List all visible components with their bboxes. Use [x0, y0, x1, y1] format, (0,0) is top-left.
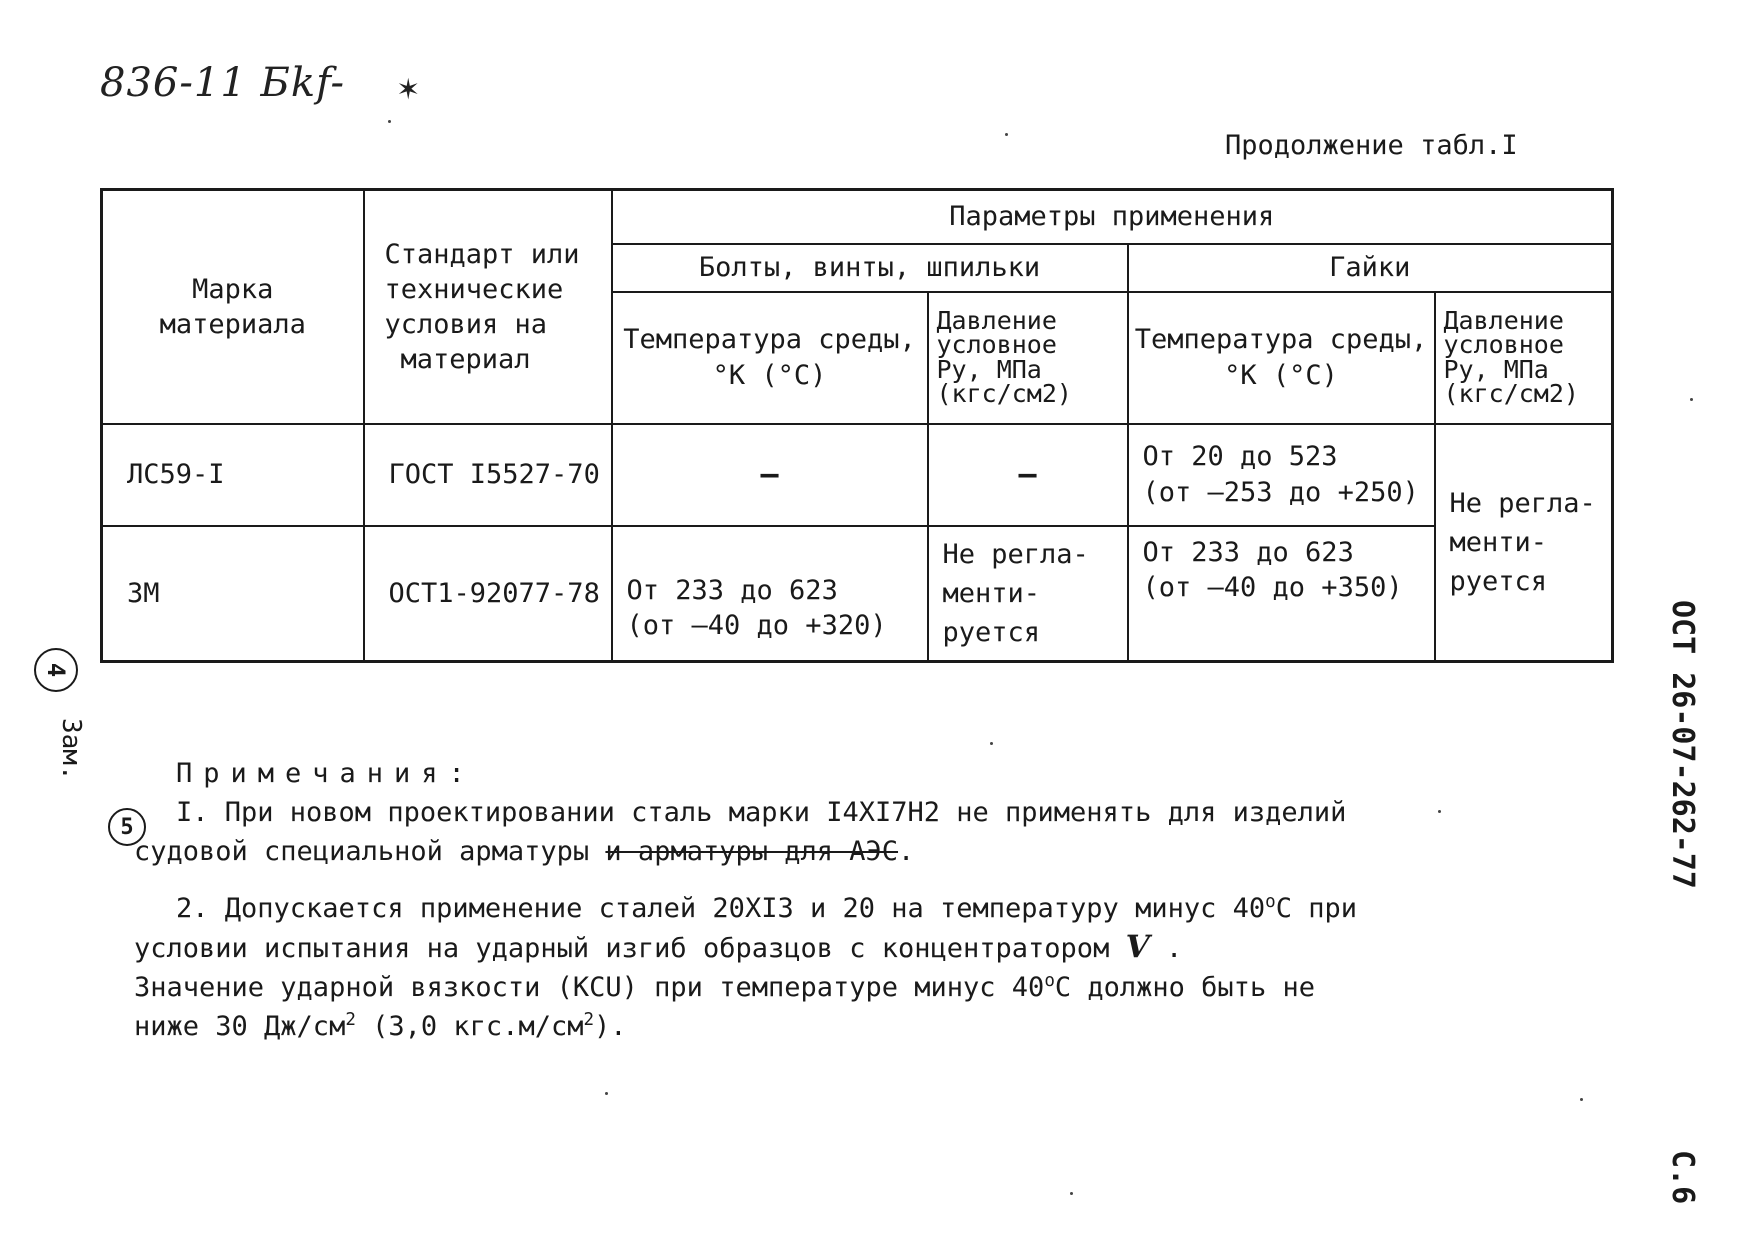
note-2-text: (3,0 кгс.м/см	[355, 1011, 584, 1042]
note-2-line-2	[134, 928, 1454, 968]
header-pressure-line: Ру, МПа	[936, 354, 1042, 384]
cell-bolts-pressure: –	[928, 424, 1128, 526]
header-pressure-line: Ру, МПа	[1443, 354, 1549, 384]
cell-line: менти-	[1449, 526, 1548, 558]
cell-line: Не регла-	[942, 538, 1089, 570]
header-pressure-line: условное	[936, 330, 1057, 359]
header-pressure-line: Давление	[1443, 305, 1564, 335]
cell-line: От 233 до 623	[1142, 536, 1354, 568]
cell-material: ЗМ	[102, 526, 364, 662]
table-continuation-label: Продолжение табл.I	[1225, 130, 1518, 161]
header-temp-line: Температура среды,	[623, 324, 916, 356]
cell-bolts-temp: –	[612, 424, 928, 526]
note-2-text: С должно быть не	[1054, 972, 1315, 1003]
cell-line: (от –40 до +320)	[626, 610, 887, 642]
scan-speck	[1005, 133, 1008, 136]
header-params: Параметры применения	[612, 190, 1613, 244]
header-bolts-temp	[612, 292, 928, 424]
cell-nuts-temp	[1128, 526, 1435, 662]
scan-speck	[990, 742, 993, 745]
note-2-text: С при	[1275, 893, 1357, 924]
table-row	[102, 526, 1613, 662]
header-standard-line: условия на	[384, 308, 548, 340]
cell-line: руется	[1449, 565, 1548, 597]
cell-nuts-pressure-shared	[1435, 424, 1613, 662]
header-nuts-pressure	[1435, 292, 1613, 424]
cell-line: (от –40 до +350)	[1142, 571, 1403, 603]
standard-code-vertical: ОСТ 26-07-262-77	[1665, 600, 1700, 889]
cell-line: менти-	[942, 577, 1041, 609]
change-number-circle	[34, 648, 78, 692]
note-marker-number: 5	[120, 814, 134, 840]
note-2-text: условии испытания на ударный изгиб образцов с концентратором	[134, 933, 1110, 964]
note-1-period: .	[898, 836, 915, 867]
header-bolts-pressure	[928, 292, 1128, 424]
cell-standard: ОСТ1-92077-78	[364, 526, 612, 662]
header-pressure-line: (кгс/см2)	[1443, 379, 1579, 408]
note-2-text: ниже 30 Дж/см	[134, 1011, 346, 1042]
change-label: Зам.	[56, 718, 86, 781]
cell-line: руется	[942, 616, 1041, 648]
table-row	[102, 424, 1613, 526]
note-1-line-1: I. При новом проектировании сталь марки I4XI7H2 не применять для изделий	[176, 797, 1347, 828]
scan-speck	[1690, 398, 1693, 401]
page-number: С.6	[1665, 1150, 1700, 1205]
note-2-text: ).	[594, 1011, 627, 1042]
scan-speck	[1070, 1192, 1073, 1195]
header-standard-line: Стандарт или	[384, 238, 580, 270]
scan-speck	[1438, 810, 1441, 813]
cell-standard: ГОСТ I5527-70	[364, 424, 612, 526]
note-2-text: Значение ударной вязкости (KCU) при температуре минус 40	[134, 972, 1045, 1003]
note-1-text: судовой специальной арматуры	[134, 836, 590, 867]
superscript-two: 2	[345, 1010, 356, 1030]
cell-bolts-temp	[612, 526, 928, 662]
header-temp-line: °К (°С)	[712, 359, 827, 391]
v-notch-symbol: V	[1125, 929, 1150, 965]
change-number: 4	[42, 662, 70, 678]
cell-line: (от –253 до +250)	[1142, 476, 1419, 508]
scan-speck	[605, 1092, 608, 1095]
note-2-text: 2. Допускается применение сталей 20XI3 и 20 на температуру минус 40	[176, 893, 1266, 924]
header-pressure-line: условное	[1443, 330, 1564, 359]
degree-mark: о	[1265, 892, 1276, 912]
handwritten-code: 836-11 Бkf-	[100, 60, 346, 106]
cell-bolts-pressure	[928, 526, 1128, 662]
header-temp-line: °К (°С)	[1224, 359, 1338, 391]
cell-line: От 20 до 523	[1142, 441, 1338, 473]
degree-mark: о	[1044, 971, 1055, 991]
note-2-line-1	[134, 889, 1454, 928]
header-standard-line: технические	[384, 273, 564, 305]
scan-speck	[388, 120, 391, 123]
note-2-line-3	[134, 968, 1454, 1007]
cell-nuts-temp	[1128, 424, 1435, 526]
header-standard-line: материал	[400, 343, 531, 375]
materials-table	[100, 188, 1614, 663]
header-material-line: Марка	[192, 273, 274, 305]
header-material-line: материала	[159, 308, 306, 340]
header-pressure-line: Давление	[936, 305, 1057, 335]
note-1-struck-text: и арматуры для АЭС	[605, 836, 899, 867]
note-1-line-2	[134, 832, 1454, 871]
header-pressure-line: (кгс/см2)	[936, 379, 1072, 408]
notes-title: Примечания:	[176, 758, 476, 789]
header-group-bolts: Болты, винты, шпильки	[612, 244, 1128, 292]
header-group-nuts: Гайки	[1128, 244, 1613, 292]
header-temp-line: Температура среды,	[1134, 324, 1428, 356]
star-mark-icon: ✶	[398, 68, 419, 108]
header-material	[102, 190, 364, 424]
note-2-text: .	[1165, 933, 1183, 964]
note-2-line-4	[134, 1007, 1454, 1046]
cell-line: Не регла-	[1449, 487, 1596, 519]
header-nuts-temp	[1128, 292, 1435, 424]
superscript-two: 2	[583, 1010, 595, 1030]
cell-line: От 233 до 623	[626, 575, 838, 607]
scan-speck	[1580, 1098, 1583, 1101]
notes-section	[134, 754, 1454, 1046]
cell-material: ЛС59-I	[102, 424, 364, 526]
header-standard	[364, 190, 612, 424]
